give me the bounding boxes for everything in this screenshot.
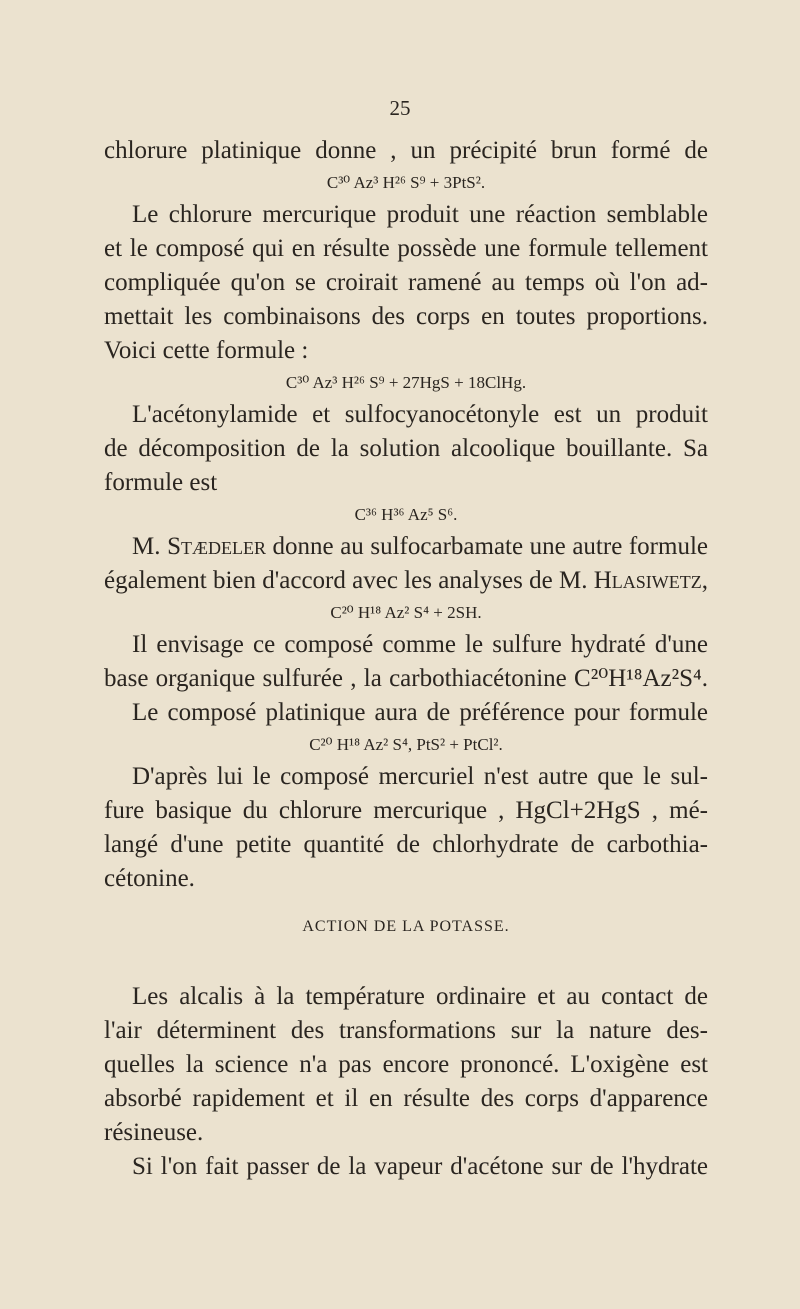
text-line: Le composé platinique aura de préférence pour formule — [132, 699, 708, 726]
text-line — [104, 530, 708, 564]
text-line: cétonine. — [104, 865, 195, 892]
formula: C²⁰ H¹⁸ Az² S⁴ + 2SH. — [330, 603, 482, 622]
text-line: Voici cette formule : — [104, 337, 309, 364]
text-fragment: donne au sulfocarbamate une autre formule — [265, 533, 708, 560]
text-line: formule est — [104, 469, 218, 496]
text-line: D'après lui le composé mercuriel n'est autre que le sul- — [132, 763, 708, 790]
text-fragment: M. — [132, 533, 168, 560]
text-line: L'acétonylamide et sulfocyanocétonyle est un produit — [132, 401, 708, 428]
formula: C³⁰ Az³ H²⁶ S⁹ + 3PtS². — [326, 173, 486, 192]
author-name: Hlasiwetz — [593, 567, 702, 594]
author-name: Stædeler — [167, 533, 266, 560]
text-fragment: également bien d'accord avec les analyses de M. — [104, 567, 594, 594]
text-line: de décomposition de la solution alcoolique bouillante. Sa — [104, 435, 708, 462]
formula: C³⁶ H³⁶ Az⁵ S⁶. — [354, 505, 458, 524]
page-number: 25 — [389, 96, 411, 120]
text-line: résineuse. — [104, 1119, 204, 1146]
text-line: quelles la science n'a pas encore prononcé. L'oxigène est — [104, 1051, 708, 1078]
text-line: absorbé rapidement et il en résulte des corps d'apparence — [104, 1085, 708, 1112]
text-line: Le chlorure mercurique produit une réaction semblable — [132, 201, 708, 228]
formula: C³⁰ Az³ H²⁶ S⁹ + 27HgS + 18ClHg. — [285, 373, 527, 392]
text-line: compliquée qu'on se croirait ramené au temps où l'on ad- — [104, 269, 708, 296]
text-line — [104, 564, 708, 598]
text-line: Les alcalis à la température ordinaire et au contact de — [132, 983, 708, 1010]
text-line: Si l'on fait passer de la vapeur d'acétone sur de l'hydrate — [132, 1153, 708, 1180]
text-line: chlorure platinique donne , un précipité brun formé de — [104, 137, 708, 164]
text-line: l'air déterminent des transformations sur la nature des- — [104, 1017, 708, 1044]
text-line: et le composé qui en résulte possède une formule tellement — [104, 235, 708, 262]
text-line: langé d'une petite quantité de chlorhydrate de carbothia- — [104, 831, 708, 858]
text-fragment: , — [701, 567, 708, 594]
text-line: base organique sulfurée , la carbothiacétonine C²⁰H¹⁸Az²S⁴. — [104, 665, 708, 692]
text-line: fure basique du chlorure mercurique , HgCl+2HgS , mé- — [104, 797, 708, 824]
text-line: mettait les combinaisons des corps en toutes proportions. — [104, 303, 708, 330]
section-heading: ACTION DE LA POTASSE. — [302, 918, 510, 935]
body-text — [104, 134, 708, 1184]
formula: C²⁰ H¹⁸ Az² S⁴, PtS² + PtCl². — [309, 735, 503, 754]
text-line: Il envisage ce composé comme le sulfure hydraté d'une — [132, 631, 708, 658]
